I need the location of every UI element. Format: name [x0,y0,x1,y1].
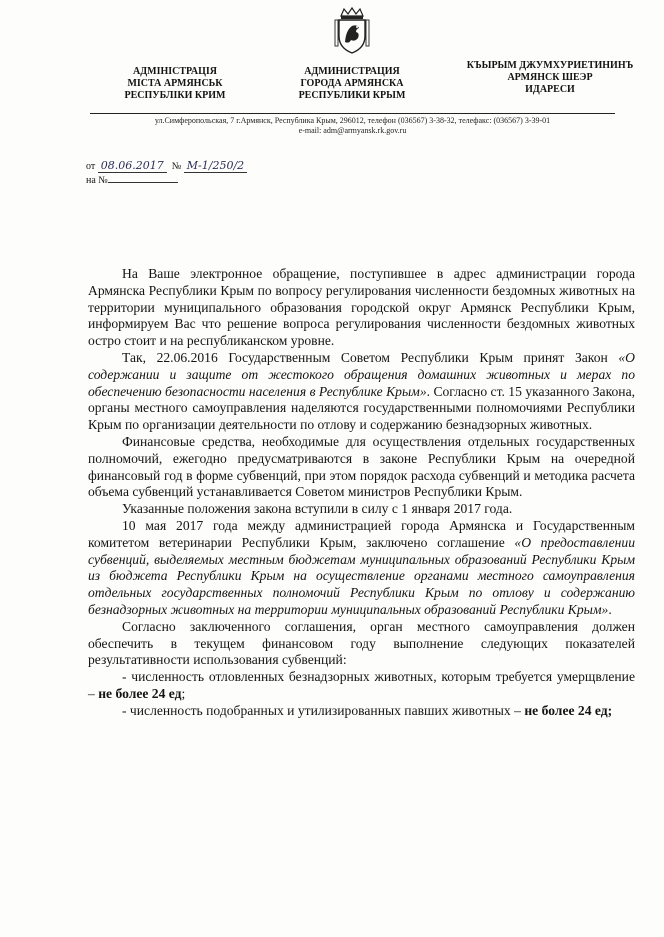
list-item-2-limit: не более 24 ед; [524,702,613,718]
handwritten-number: M-1/250/2 [184,160,247,173]
header-center-line-2: ГОРОДА АРМЯНСКА [300,78,404,89]
header-center-line-3: РЕСПУБЛИКИ КРЫМ [298,90,406,101]
on-number-label: на № [86,175,108,186]
blank-field [108,173,178,183]
header-divider [90,113,615,114]
paragraph-2 [88,350,635,434]
header-ukrainian [100,66,250,102]
outgoing-reference [86,160,247,173]
paragraph-2-start: Так, 22.06.2016 Государственным Советом Республики Крым принят Закон [122,349,619,365]
agreement-title: «О предоставлении субвенций, выделяемых местным бюджетам муниципальных образований Республики Крым из бюджета Республики Крым на осуществление органами местного самоуправления отдельных государственных полномочий Республики Крым по отлову и содержанию безнадзорных животных на территории муниципальных образований Республики Крым» [88,534,635,617]
paragraph-3: Финансовые средства, необходимые для осуществления отдельных государственных полномочий, ежегодно предусматриваются в законе Республики Крым на очередной финансовый год в форме субвенций, при этом порядок расхода субвенций и методика расчета объема субвенций устанавливается Советом министров Республики Крым. [88,433,635,500]
address-block [90,116,615,136]
paragraph-1: На Ваше электронное обращение, поступившее в адрес администрации города Армянска Республики Крым по вопросу регулирования численности бездомных животных на территории муниципального образования городской округ Армянск Республики Крым, информируем Вас что решение вопроса регулирования численности бездомных животных остро стоит и на республиканском уровне. [88,266,635,349]
from-label: от [86,161,96,172]
paragraph-6: Согласно заключенного соглашения, орган местного самоуправления должен обеспечить в текущем финансовом году выполнение следующих показателей результативности использования субвенций: [88,618,635,668]
header-right-line-3: ИДАРЕСИ [525,84,575,95]
list-item [88,703,635,720]
list-item [88,669,635,703]
header-right-line-1: КЪЫРЫМ ДЖУМХУРИЕТИНИНЪ [466,60,634,71]
crimea-coat-of-arms-icon [333,6,371,56]
paragraph-5 [88,518,635,619]
header-left-line-2: МІСТА АРМЯНСЬК [127,78,223,89]
address-line: ул.Симферопольская, 7 г.Армянск, Республика Крым, 296012, телефон (036567) 3-38-32, телефакс: (036567) 3-39-01 [154,116,551,125]
handwritten-date: 08.06.2017 [98,160,167,173]
letter-body [88,266,635,720]
header-crimean-tatar [455,60,645,96]
number-label: № [171,161,182,172]
paragraph-2-end: . Согласно ст. 15 указанного Закона, органы местного самоуправления наделяются государственными полномочиями Республики Крым по организации деятельности по отлову и содержанию безнадзорных животных. [88,383,636,433]
paragraph-5-end: . [608,601,612,617]
header-russian [282,66,422,102]
list-item-1-end: ; [181,685,186,701]
header-left-line-1: АДМІНІСТРАЦІЯ [133,66,217,77]
paragraph-4: Указанные положения закона вступили в силу с 1 января 2017 года. [122,501,513,517]
law-title: «О содержании и защите от жестокого обращения домашних животных и мерах по обеспечению безопасности населения в Республике Крым» [88,349,635,399]
list-item-1-limit: не более 24 ед [98,685,182,701]
list-item-1-text: - численность отловленных безнадзорных животных, которым требуется умерщвление – [88,669,635,701]
paragraph-5-start: 10 мая 2017 года между администрацией города Армянска и Государственным комитетом ветеринарии Республики Крым, заключено соглашение [88,517,635,550]
header-center-line-1: АДМИНИСТРАЦИЯ [304,66,400,77]
header-right-line-2: АРМЯНСК ШЕЭР [507,72,593,83]
header-left-line-3: РЕСПУБЛІКИ КРИМ [124,90,226,101]
email-line: e-mail: adm@armyansk.rk.gov.ru [298,126,407,135]
incoming-reference [86,173,178,187]
list-item-2-text: - численность подобранных и утилизированных павших животных – [122,702,525,718]
